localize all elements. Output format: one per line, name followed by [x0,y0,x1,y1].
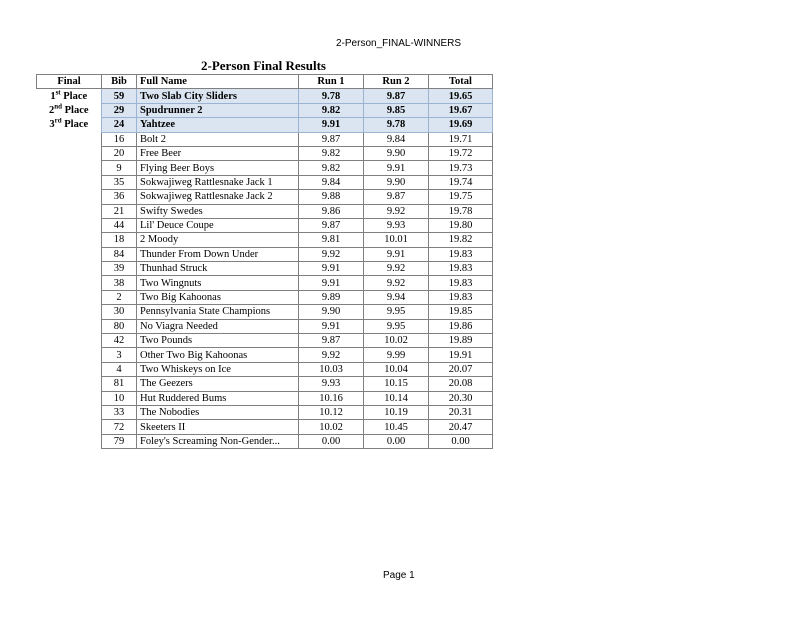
total-cell: 20.08 [429,377,493,391]
column-header-total: Total [429,75,493,89]
name-cell: The Geezers [137,377,299,391]
total-cell: 19.89 [429,334,493,348]
run2-cell: 10.45 [364,420,429,434]
name-cell: Foley's Screaming Non-Gender... [137,434,299,448]
run2-cell: 9.85 [364,103,429,117]
run2-cell: 9.99 [364,348,429,362]
results-table [36,74,493,449]
name-cell: Two Pounds [137,334,299,348]
table-row [37,175,493,189]
name-cell: Lil' Deuce Coupe [137,218,299,232]
total-cell: 19.65 [429,89,493,103]
run2-cell: 9.87 [364,89,429,103]
bib-cell: 30 [102,305,137,319]
name-cell: Two Big Kahoonas [137,290,299,304]
table-row [37,204,493,218]
table-row [37,391,493,405]
table-row [37,262,493,276]
total-cell: 19.67 [429,103,493,117]
run1-cell: 10.16 [299,391,364,405]
table-row [37,362,493,376]
bib-cell: 3 [102,348,137,362]
final-place-cell [37,146,102,160]
final-place-cell: 3rd Place [37,118,102,132]
run1-cell: 9.82 [299,146,364,160]
results-body [37,132,493,449]
bib-cell: 18 [102,233,137,247]
winner-row-1st [37,89,493,103]
table-row [37,290,493,304]
bib-cell: 21 [102,204,137,218]
document-header: 2-Person_FINAL-WINNERS [336,38,462,49]
name-cell: Skeeters II [137,420,299,434]
run2-cell: 10.19 [364,405,429,419]
final-place-cell [37,405,102,419]
run2-cell: 9.90 [364,175,429,189]
run1-cell: 9.91 [299,276,364,290]
run2-cell: 9.92 [364,204,429,218]
name-cell: Two Wingnuts [137,276,299,290]
run1-cell: 10.03 [299,362,364,376]
bib-cell: 44 [102,218,137,232]
run2-cell: 10.01 [364,233,429,247]
final-place-cell [37,434,102,448]
run1-cell: 9.89 [299,290,364,304]
run2-cell: 10.15 [364,377,429,391]
final-place-cell [37,391,102,405]
bib-cell: 36 [102,190,137,204]
run1-cell: 10.02 [299,420,364,434]
name-cell: Spudrunner 2 [137,103,299,117]
total-cell: 19.78 [429,204,493,218]
bib-cell: 33 [102,405,137,419]
total-cell: 19.83 [429,276,493,290]
run2-cell: 0.00 [364,434,429,448]
final-place-cell [37,362,102,376]
total-cell: 19.75 [429,190,493,204]
run1-cell: 9.84 [299,175,364,189]
table-row [37,319,493,333]
column-header-run-2: Run 2 [364,75,429,89]
name-cell: Hut Ruddered Bums [137,391,299,405]
final-place-cell [37,420,102,434]
final-place-cell [37,319,102,333]
total-cell: 19.83 [429,247,493,261]
bib-cell: 9 [102,161,137,175]
final-place-cell [37,377,102,391]
run1-cell: 9.86 [299,204,364,218]
run2-cell: 9.93 [364,218,429,232]
bib-cell: 84 [102,247,137,261]
run1-cell: 9.78 [299,89,364,103]
table-row [37,348,493,362]
table-row [37,190,493,204]
run2-cell: 10.04 [364,362,429,376]
total-cell: 19.83 [429,290,493,304]
bib-cell: 59 [102,89,137,103]
run1-cell: 9.91 [299,118,364,132]
page-number: Page 1 [383,570,415,581]
bib-cell: 35 [102,175,137,189]
final-place-cell [37,276,102,290]
final-place-cell [37,233,102,247]
total-cell: 19.73 [429,161,493,175]
name-cell: 2 Moody [137,233,299,247]
total-cell: 19.86 [429,319,493,333]
run1-cell: 9.81 [299,233,364,247]
final-place-cell [37,190,102,204]
run1-cell: 10.12 [299,405,364,419]
bib-cell: 42 [102,334,137,348]
column-header-bib: Bib [102,75,137,89]
run2-cell: 9.95 [364,305,429,319]
column-header-run-1: Run 1 [299,75,364,89]
bib-cell: 16 [102,132,137,146]
final-place-cell [37,290,102,304]
table-row [37,218,493,232]
bib-cell: 80 [102,319,137,333]
table-row [37,247,493,261]
run1-cell: 9.82 [299,161,364,175]
name-cell: Pennsylvania State Champions [137,305,299,319]
final-place-cell [37,305,102,319]
run2-cell: 9.94 [364,290,429,304]
bib-cell: 24 [102,118,137,132]
name-cell: Free Beer [137,146,299,160]
table-row [37,146,493,160]
final-place-cell [37,161,102,175]
table-header-row [37,75,493,89]
total-cell: 19.82 [429,233,493,247]
total-cell: 20.30 [429,391,493,405]
run1-cell: 9.92 [299,348,364,362]
total-cell: 19.80 [429,218,493,232]
total-cell: 19.74 [429,175,493,189]
run2-cell: 10.02 [364,334,429,348]
bib-cell: 29 [102,103,137,117]
final-place-cell [37,247,102,261]
column-header-full-name: Full Name [137,75,299,89]
run2-cell: 9.92 [364,262,429,276]
table-row [37,305,493,319]
name-cell: Sokwajiweg Rattlesnake Jack 1 [137,175,299,189]
run1-cell: 9.92 [299,247,364,261]
final-place-cell [37,175,102,189]
total-cell: 19.85 [429,305,493,319]
table-row [37,161,493,175]
table-row [37,434,493,448]
run1-cell: 9.87 [299,132,364,146]
total-cell: 19.83 [429,262,493,276]
final-place-cell [37,334,102,348]
run2-cell: 9.92 [364,276,429,290]
final-place-cell [37,348,102,362]
page-title: 2-Person Final Results [201,58,326,73]
table-row [37,377,493,391]
run2-cell: 9.91 [364,161,429,175]
total-cell: 19.69 [429,118,493,132]
run2-cell: 9.95 [364,319,429,333]
run1-cell: 9.87 [299,218,364,232]
bib-cell: 20 [102,146,137,160]
name-cell: Two Slab City Sliders [137,89,299,103]
winner-row-2nd [37,103,493,117]
name-cell: The Nobodies [137,405,299,419]
run2-cell: 9.91 [364,247,429,261]
table-row [37,334,493,348]
table-row [37,132,493,146]
run2-cell: 9.87 [364,190,429,204]
final-place-cell [37,204,102,218]
run2-cell: 9.84 [364,132,429,146]
run2-cell: 10.14 [364,391,429,405]
name-cell: Swifty Swedes [137,204,299,218]
name-cell: Bolt 2 [137,132,299,146]
bib-cell: 10 [102,391,137,405]
bib-cell: 72 [102,420,137,434]
name-cell: Two Whiskeys on Ice [137,362,299,376]
table-row [37,276,493,290]
run1-cell: 9.91 [299,262,364,276]
name-cell: Flying Beer Boys [137,161,299,175]
column-header-final: Final [37,75,102,89]
winner-row-3rd [37,118,493,132]
bib-cell: 4 [102,362,137,376]
name-cell: Other Two Big Kahoonas [137,348,299,362]
run2-cell: 9.90 [364,146,429,160]
name-cell: Yahtzee [137,118,299,132]
bib-cell: 79 [102,434,137,448]
run1-cell: 9.87 [299,334,364,348]
total-cell: 20.31 [429,405,493,419]
run1-cell: 9.90 [299,305,364,319]
bib-cell: 39 [102,262,137,276]
total-cell: 20.47 [429,420,493,434]
final-place-cell [37,218,102,232]
total-cell: 0.00 [429,434,493,448]
total-cell: 19.72 [429,146,493,160]
final-place-cell [37,132,102,146]
total-cell: 19.91 [429,348,493,362]
run2-cell: 9.78 [364,118,429,132]
table-row [37,420,493,434]
bib-cell: 38 [102,276,137,290]
table-row [37,233,493,247]
total-cell: 20.07 [429,362,493,376]
final-place-cell: 2nd Place [37,103,102,117]
run1-cell: 9.82 [299,103,364,117]
run1-cell: 9.93 [299,377,364,391]
run1-cell: 9.91 [299,319,364,333]
bib-cell: 81 [102,377,137,391]
final-place-cell: 1st Place [37,89,102,103]
name-cell: Sokwajiweg Rattlesnake Jack 2 [137,190,299,204]
run1-cell: 0.00 [299,434,364,448]
name-cell: Thunhad Struck [137,262,299,276]
run1-cell: 9.88 [299,190,364,204]
bib-cell: 2 [102,290,137,304]
table-row [37,405,493,419]
final-place-cell [37,262,102,276]
total-cell: 19.71 [429,132,493,146]
name-cell: No Viagra Needed [137,319,299,333]
name-cell: Thunder From Down Under [137,247,299,261]
